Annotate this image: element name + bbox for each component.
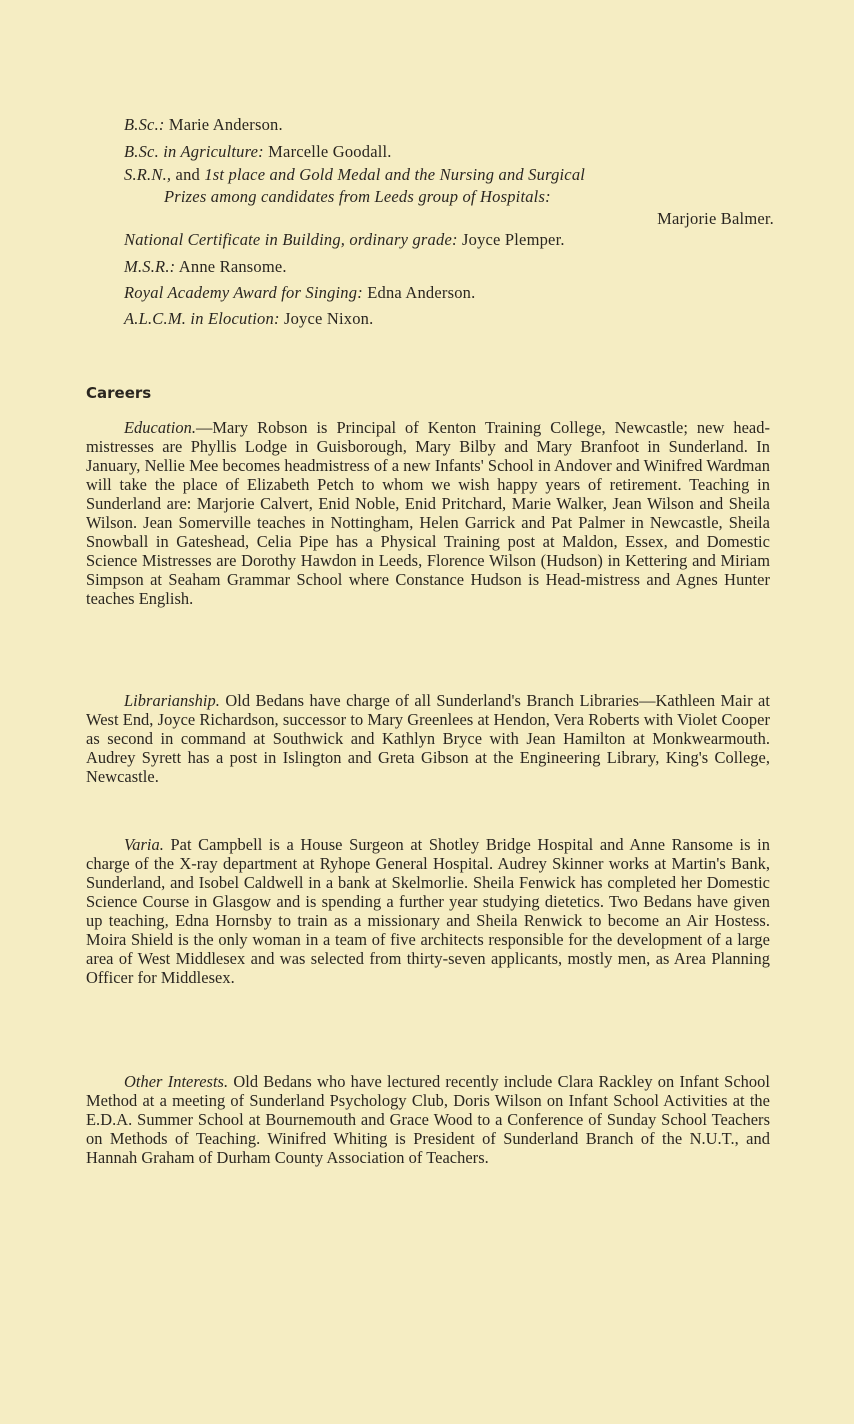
award-srn: S.R.N., and 1st place and Gold Medal and the Nursing and Surgical Prizes among candidates from Leeds group of Hospitals: Marjorie Balmer. <box>124 165 774 228</box>
other-interests-paragraph: Other Interests. Old Bedans who have lectured recently include Clara Rackley on Infant School Method at a meeting of Sunderland Psychology Club, Doris Wilson on Infant School Activities at the E.D.A. Summer School at Bournemouth and Grace Wood to a Conference of Sunday School Teachers on Methods of Teaching. Winifred Whiting is President of Sunderland Branch of the N.U.T., and Hannah Graham of Durham County Association of Teachers. <box>86 1072 770 1167</box>
award-singing: Royal Academy Award for Singing: Edna Anderson. <box>124 283 476 302</box>
award-building-certificate: National Certificate in Building, ordinary grade: Joyce Plemper. <box>124 230 565 249</box>
varia-paragraph: Varia. Pat Campbell is a House Surgeon at Shotley Bridge Hospital and Anne Ransome is in charge of the X-ray department at Ryhope General Hospital. Audrey Skinner works at Martin's Bank, Sunderland, and Isobel Caldwell in a bank at Skelmorlie. Sheila Fenwick has completed her Domestic Science Course in Glasgow and is spending a further year studying dietetics. Two Bedans have given up teaching, Edna Hornsby to train as a missionary and Sheila Renwick to become an Air Hostess. Moira Shield is the only woman in a team of five architects responsible for the development of a large area of West Middlesex and was selected from thirty-seven applicants, mostly men, as Area Planning Officer for Middlesex. <box>86 835 770 987</box>
careers-heading: Careers <box>86 384 152 402</box>
award-bsc: B.Sc.: Marie Anderson. <box>124 115 283 134</box>
award-msr: M.S.R.: Anne Ransome. <box>124 257 287 276</box>
education-paragraph: Education.—Mary Robson is Principal of Kenton Training College, Newcastle; new head-mistresses are Phyllis Lodge in Guisborough, Mary Bilby and Mary Branfoot in Sunderland. In January, Nellie Mee becomes headmistress of a new Infants' School in Andover and Winifred Wardman will take the place of Elizabeth Petch to whom we wish happy years of retirement. Teaching in Sunderland are: Marjorie Calvert, Enid Noble, Enid Pritchard, Marie Walker, Jean Wilson and Sheila Wilson. Jean Somerville teaches in Nottingham, Helen Garrick and Pat Palmer in Newcastle, Sheila Snowball in Gateshead, Celia Pipe has a Physical Training post at Maldon, Essex, and Domestic Science Mistresses are Dorothy Hawdon in Leeds, Florence Wilson (Hudson) in Kettering and Miriam Simpson at Seaham Grammar School where Constance Hudson is Head-mistress and Agnes Hunter teaches English. <box>86 418 770 608</box>
award-bsc-agriculture: B.Sc. in Agriculture: Marcelle Goodall. <box>124 142 392 161</box>
librarianship-paragraph: Librarianship. Old Bedans have charge of all Sunderland's Branch Libraries—Kathleen Mair at West End, Joyce Richardson, successor to Mary Greenlees at Hendon, Vera Roberts with Violet Cooper as second in command at Southwick and Kathlyn Bryce with Jean Hamilton at Monkwearmouth. Audrey Syrett has a post in Islington and Greta Gibson at the Engineering Library, King's College, Newcastle. <box>86 691 770 786</box>
award-alcm: A.L.C.M. in Elocution: Joyce Nixon. <box>124 309 374 328</box>
